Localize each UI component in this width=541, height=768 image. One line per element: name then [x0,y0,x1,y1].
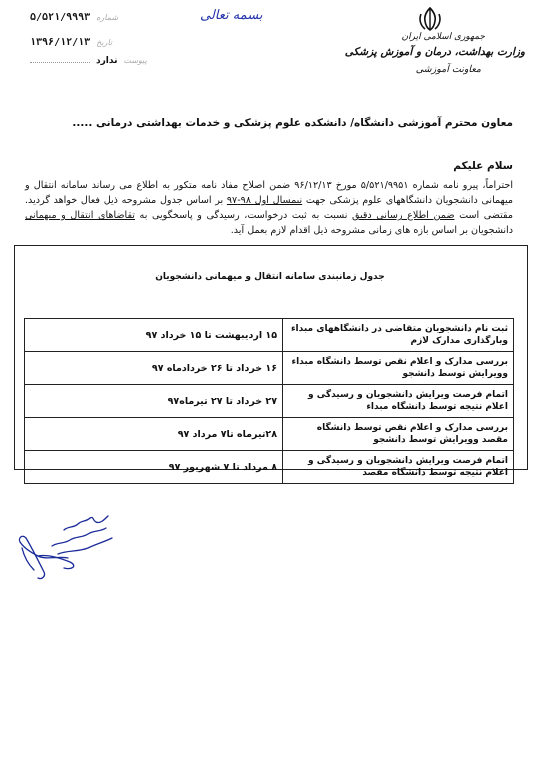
signature-icon [8,508,118,588]
table-cell-date: ۱۵ اردیبهشت تا ۱۵ خرداد ۹۷ [25,319,283,352]
body-underline-1: نیمسال اول ۹۸-۹۷ [226,195,303,206]
table-row [25,418,514,451]
table-row [25,352,514,385]
letter-number-label: شماره [96,13,119,22]
deputy-name: معاونت آموزشی [415,64,481,75]
bismillah: بسمه تعالی [200,8,263,23]
letter-number: ۵/۵۲۱/۹۹۹۳ [30,12,91,23]
schedule-title: جدول زمانبندی سامانه انتقال و میهمانی دانشجویان [155,272,385,282]
table-cell-date: ۲۸تیرماه تا۷ مرداد ۹۷ [25,418,283,451]
iran-emblem-icon [416,6,444,32]
table-cell-activity: اتمام فرصت ویرایش دانشجویان و رسیدگی و اعلام نتیجه توسط دانشگاه مقصد [283,451,514,484]
addressee: معاون محترم آموزشی دانشگاه/ دانشکده علوم پزشکی و خدمات بهداشتی درمانی ..... [72,117,513,129]
letter-date: ۱۳۹۶/۱۲/۱۳ [30,37,91,48]
attachment-row [30,56,147,66]
attachment-value: ندارد [96,56,118,66]
letter-date-label: تاریخ [96,38,113,47]
table-cell-activity: بررسی مدارک و اعلام نقص توسط دانشگاه مبداء وویرایش توسط دانشجو [283,352,514,385]
letter-date-row [30,37,112,48]
body-part-1: احتراماً، پیرو نامه شماره ۵/۵۲۱/۹۹۵۱ مورخ ۹۶/۱۲/۱۳ ضمن اصلاح مفاد نامه متکور به اطلاع می رساند سامانه انتقال و میهمانی دانشجویان دانشگاههای علوم پزشکی جهت [25,180,513,206]
table-cell-activity: بررسی مدارک و اعلام نقص توسط دانشگاه مقصد وویرایش توسط دانشجو [283,418,514,451]
schedule-table [24,318,514,484]
body-part-4: دانشجویان بر اساس بازه های زمانی مشروحه ذیل اقدام لازم بعمل آید. [230,225,513,236]
table-row [25,385,514,418]
table-row [25,451,514,484]
body-underline-3: تقاضاهای انتقال و میهمانی [25,210,135,221]
table-cell-activity: ثبت نام دانشجویان متقاضی در دانشگاههای مبداء وبارگذاری مدارک لازم [283,319,514,352]
table-cell-date: ۱۶ خرداد تا ۲۶ خردادماه ۹۷ [25,352,283,385]
attachment-dotline [30,62,90,63]
table-cell-date: ۸ مرداد تا ۷ شهریور ۹۷ [25,451,283,484]
letter-number-row [30,12,118,23]
table-cell-activity: اتمام فرصت ویرایش دانشجویان و رسیدگی و اعلام نتیجه توسط دانشگاه مبداء [283,385,514,418]
body-paragraph [25,178,513,238]
country-name: جمهوری اسلامی ایران [401,32,485,42]
body-underline-2: ضمن اطلاع رسانی دقیق [351,210,455,221]
attachment-label: پیوست [123,56,147,65]
greeting: سلام علیکم [453,160,513,172]
table-cell-date: ۲۷ خرداد تا ۲۷ تیرماه۹۷ [25,385,283,418]
table-row [25,319,514,352]
body-part-3: نسبت به ثبت درخواست، رسیدگی و پاسخگویی به [134,210,352,221]
ministry-name: وزارت بهداشت، درمان و آموزش پزشکی [344,46,525,58]
body-part-2: بر اساس جدول مشروحه ذیل فعال خواهد گردید. مقتضی است [25,195,513,221]
